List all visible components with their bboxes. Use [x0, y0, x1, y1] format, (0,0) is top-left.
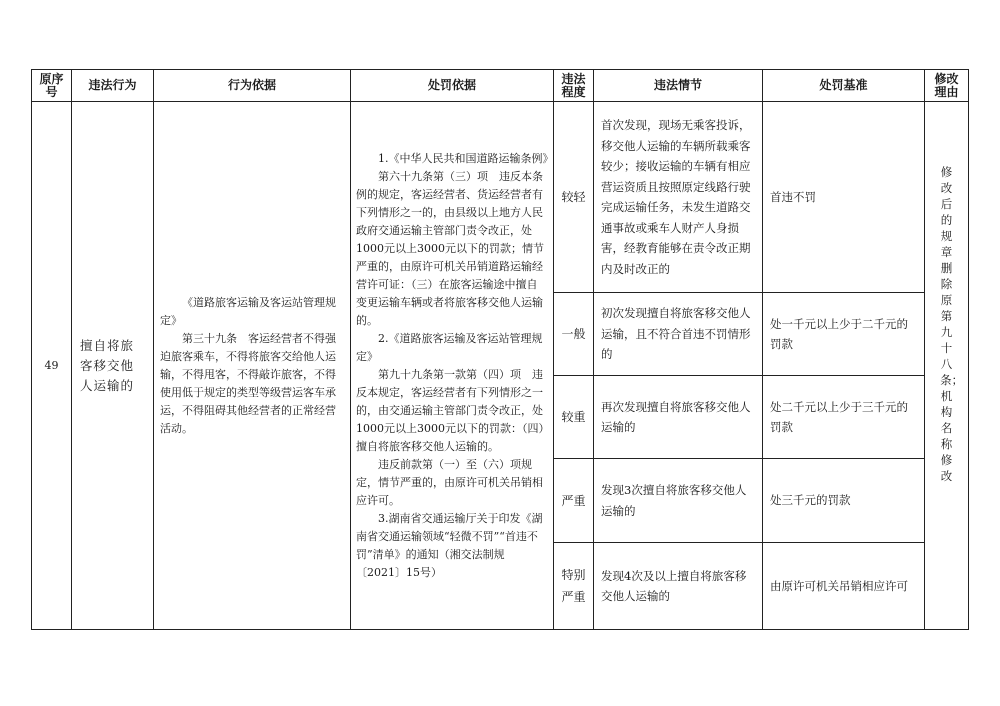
header-basis: 行为依据	[154, 70, 351, 102]
level-detail: 发现3次擅自将旅客移交他人运输的	[594, 459, 763, 543]
level-detail: 初次发现擅自将旅客移交他人运输，且不符合首违不罚情形的	[594, 293, 763, 376]
level-degree: 严重	[554, 459, 594, 543]
level-detail: 首次发现，现场无乘客投诉，移交他人运输的车辆所载乘客较少；接收运输的车辆有相应营运资质且按照原定线路行驶完成运输任务，未发生道路交通事故或乘车人财产人身损害，经教育能够在责令改正期内及时改正的	[594, 102, 763, 293]
level-standard: 首违不罚	[763, 102, 925, 293]
penalty-article-2: 第九十九条第一款第（四）项 违反本规定，客运经营者有下列情形之一的，由交通运输主管部门责令改正，处1000元以上3000元以下的罚款：（四）擅自将旅客移交他人运输的。	[356, 367, 544, 453]
penalty-article-2-para: 违反前款第（一）至（六）项规定，情节严重的，由原许可机关吊销相应许可。	[356, 457, 543, 507]
level-degree: 较轻	[554, 102, 594, 293]
basis-title: 《道路旅客运输及客运站管理规定》	[160, 295, 336, 327]
level-standard: 由原许可机关吊销相应许可	[763, 543, 925, 630]
regulation-table	[31, 69, 969, 630]
penalty-source-3: 3.湖南省交通运输厅关于印发《湖南省交通运输领域“轻微不罚”“首违不罚”清单》的通知（湘交法制规〔2021〕15号）	[356, 511, 543, 579]
penalty-source-2: 2.《道路旅客运输及客运站管理规定》	[356, 331, 543, 363]
level-degree: 较重	[554, 376, 594, 459]
row-basis	[154, 102, 351, 630]
basis-article: 第三十九条 客运经营者不得强迫旅客乘车，不得将旅客交给他人运输，不得甩客，不得敲诈旅客，不得使用低于规定的类型等级营运客车承运，不得阻碍其他经营者的正常经营活动。	[160, 331, 336, 435]
header-act: 违法行为	[72, 70, 154, 102]
level-standard: 处一千元以上少于二千元的罚款	[763, 293, 925, 376]
level-degree: 一般	[554, 293, 594, 376]
header-degree: 违法程度	[554, 70, 594, 102]
header-reason: 修改理由	[925, 70, 969, 102]
header-penalty: 处罚依据	[351, 70, 554, 102]
reason-text: 修改后的规章删除原第九十八条；机构名称修改	[940, 165, 964, 483]
header-row	[32, 70, 969, 102]
header-seq: 原序号	[32, 70, 72, 102]
row-penalty	[351, 102, 554, 630]
header-standard: 处罚基准	[763, 70, 925, 102]
level-detail: 发现4次及以上擅自将旅客移交他人运输的	[594, 543, 763, 630]
penalty-article-1: 第六十九条第（三）项 违反本条例的规定，客运经营者、货运经营者有下列情形之一的，由县级以上地方人民政府交通运输主管部门责令改正，处1000元以上3000元以下的罚款；情节严重的，由原许可机关吊销道路运输经营许可证：（三）在旅客运输途中擅自变更运输车辆或者将旅客移交他人运输的。	[356, 169, 544, 327]
row-reason	[925, 102, 969, 630]
row-seq: 49	[32, 102, 72, 630]
row-act: 擅自将旅客移交他人运输的	[72, 102, 154, 630]
level-standard: 处三千元的罚款	[763, 459, 925, 543]
penalty-source-1: 1.《中华人民共和国道路运输条例》	[378, 151, 554, 165]
level-standard: 处二千元以上少于三千元的罚款	[763, 376, 925, 459]
level-degree: 特别严重	[554, 543, 594, 630]
header-detail: 违法情节	[594, 70, 763, 102]
level-detail: 再次发现擅自将旅客移交他人运输的	[594, 376, 763, 459]
table-row	[32, 102, 969, 293]
